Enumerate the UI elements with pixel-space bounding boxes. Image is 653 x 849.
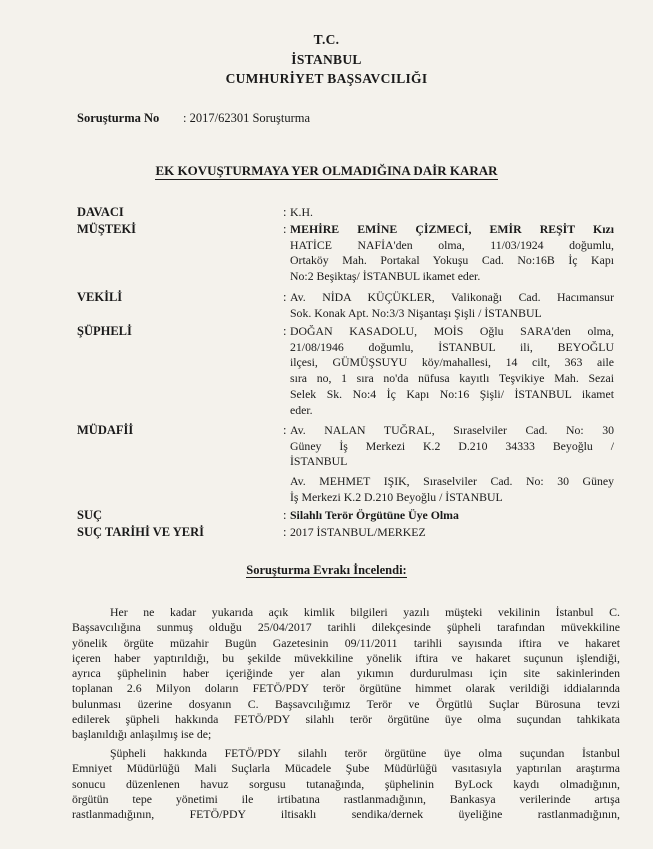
paragraph-line: Başsavcılığına sunmuş olduğu 25/04/2017 tarihli dilekçesinde şüpheli tarafından müvekkiline [72,620,620,635]
colon: : [283,324,287,338]
mudafii-line: Av. MEHMET IŞIK, Sıraselviler Cad. No: 30 Güney [290,474,614,488]
paragraph-line: ayrıca şüphelinin haber içeriğinde yer alan yıkımın durdurulması için site sakinlerinden [72,666,620,681]
vekili-value [290,290,614,321]
paragraph-line: sonucu düzenlenen havuz sorgusu tutanağında, şüphelinin ByLock kaydı olmadığının, [72,776,620,791]
paragraph-line: örgütün tepe yönetimi ile irtibatına rastlanmadığının, Bankasya verilerinde artışa [72,791,620,806]
paragraph-line: Şüpheli hakkında FETÖ/PDY silahlı terör örgütüne üye olma suçundan İstanbul [110,746,620,760]
paragraph-line: toplanan 2.6 Milyon doların FETÖ/PDY terör örgütüne himmet olarak verildiği iddialarında [72,681,620,696]
paragraph-line: rastlanmadığının, FETÖ/PDY iltisaklı sendika/dernek üyeliğine rastlanmadığının, [72,807,620,822]
paragraph-line: bulunması üzerine dosyanın C. Başsavcılığımız Terör ve Örgütlü Suçlar Bürosuna tevzi [72,696,620,711]
davaci-value: K.H. [290,205,313,219]
supheli-line: sıra no, 1 sıra no'da nüfusa kayıtlı Teşvikiye Mah. Sezai [290,371,614,386]
supheli-line: DOĞAN KASADOLU, MOİS Oğlu SARA'den olma, [290,324,614,338]
paragraph-line: başlanıldığı anlaşılmış ise de; [72,727,212,742]
musteki-line: No:2 Beşiktaş/ İSTANBUL ikamet eder. [290,269,481,284]
supheli-line: ilçesi, GÜMÜŞSUYU köy/mahallesi, 14 cilt, 363 aile [290,355,614,370]
mudafii-label: MÜDAFİİ [77,423,134,437]
paragraph-line: Her ne kadar yukarıda açık kimlik bilgileri yazılı müşteki vekilinin İstanbul C. [110,605,620,619]
paragraph-1 [72,605,620,743]
colon: : [283,290,287,304]
colon: : [283,205,287,219]
supheli-label: ŞÜPHELİ [77,324,132,338]
colon: : [283,423,287,437]
header-tc: T.C. [313,32,340,47]
vekili-label: VEKİLİ [77,290,123,304]
suc-tarihi-label: SUÇ TARİHİ VE YERİ [77,525,205,539]
suc-tarihi-value: 2017 İSTANBUL/MERKEZ [290,525,426,539]
paragraph-2 [72,746,620,822]
supheli-value [290,324,614,418]
mudafii-line: İSTANBUL [290,454,348,469]
musteki-line: HATİCE NAFİA'den olma, 11/03/1924 doğumlu, [290,237,614,252]
vekili-line: Sok. Konak Apt. No:3/3 Nişantaşı Şişli / İSTANBUL [290,305,542,320]
paragraph-line: Emniyet Müdürlüğü Mali Suçlarla Mücadele Şube Müdürlüğü vasıtasıyla yaptırılan araştırma [72,761,620,776]
musteki-label: MÜŞTEKİ [77,222,137,236]
supheli-line: Selek Sk. No:4 İç Kapı No:16 Şişli/ İSTANBUL ikamet [290,386,614,401]
section-title: Soruşturma Evrakı İncelendi: [246,563,407,577]
mudafii-value-1 [290,423,614,470]
mudafii-line: İş Merkezi K.2 D.210 Beyoğlu / İSTANBUL [290,489,503,504]
davaci-label: DAVACI [77,205,124,219]
musteki-line: MEHİRE EMİNE ÇİZMECİ, EMİR REŞİT Kızı [290,222,614,236]
paragraph-line: içeren haber yaptırıldığı, bu şekilde müvekkiline yönelik iftira ve hakaret suçunun işlendiği, [72,650,620,665]
header-city: İSTANBUL [291,52,362,67]
mudafii-line: Av. NALAN TUĞRAL, Sıraselviler Cad. No: 30 [290,423,614,437]
paragraph-line: edilerek şüpheli hakkında FETÖ/PDY silahlı terör örgütüne üye olma suçundan tahkikata [72,712,620,727]
paragraph-line: yönelik örgüte müzahir Bugün Gazetesinin 09/11/2011 tarihli sayısında iftira ve hakaret [72,635,620,650]
colon: : [283,222,287,236]
mudafii-line: Güney İş Merkezi K.2 D.210 34333 Beyoğlu / [290,438,614,453]
supheli-line: 21/08/1946 doğumlu, İSTANBUL ili, BEYOĞLU [290,339,614,354]
reference-label: Soruşturma No [77,111,160,125]
suc-label: SUÇ [77,508,103,522]
colon: : [283,525,287,539]
mudafii-value-2 [290,474,614,505]
reference-value: : 2017/62301 Soruşturma [183,111,311,125]
document-title: EK KOVUŞTURMAYA YER OLMADIĞINA DAİR KARAR [155,163,498,178]
musteki-line: Ortaköy Mah. Portakal Yokuşu Cad. No:16B İç Kapı [290,253,614,268]
musteki-value [290,222,614,285]
colon: : [283,508,287,522]
supheli-line: eder. [290,402,313,417]
suc-value: Silahlı Terör Örgütüne Üye Olma [290,508,459,522]
header-office: CUMHURİYET BAŞSAVCILIĞI [225,71,428,86]
vekili-line: Av. NİDA KÜÇÜKLER, Valikonağı Cad. Hacımansur [290,290,614,304]
